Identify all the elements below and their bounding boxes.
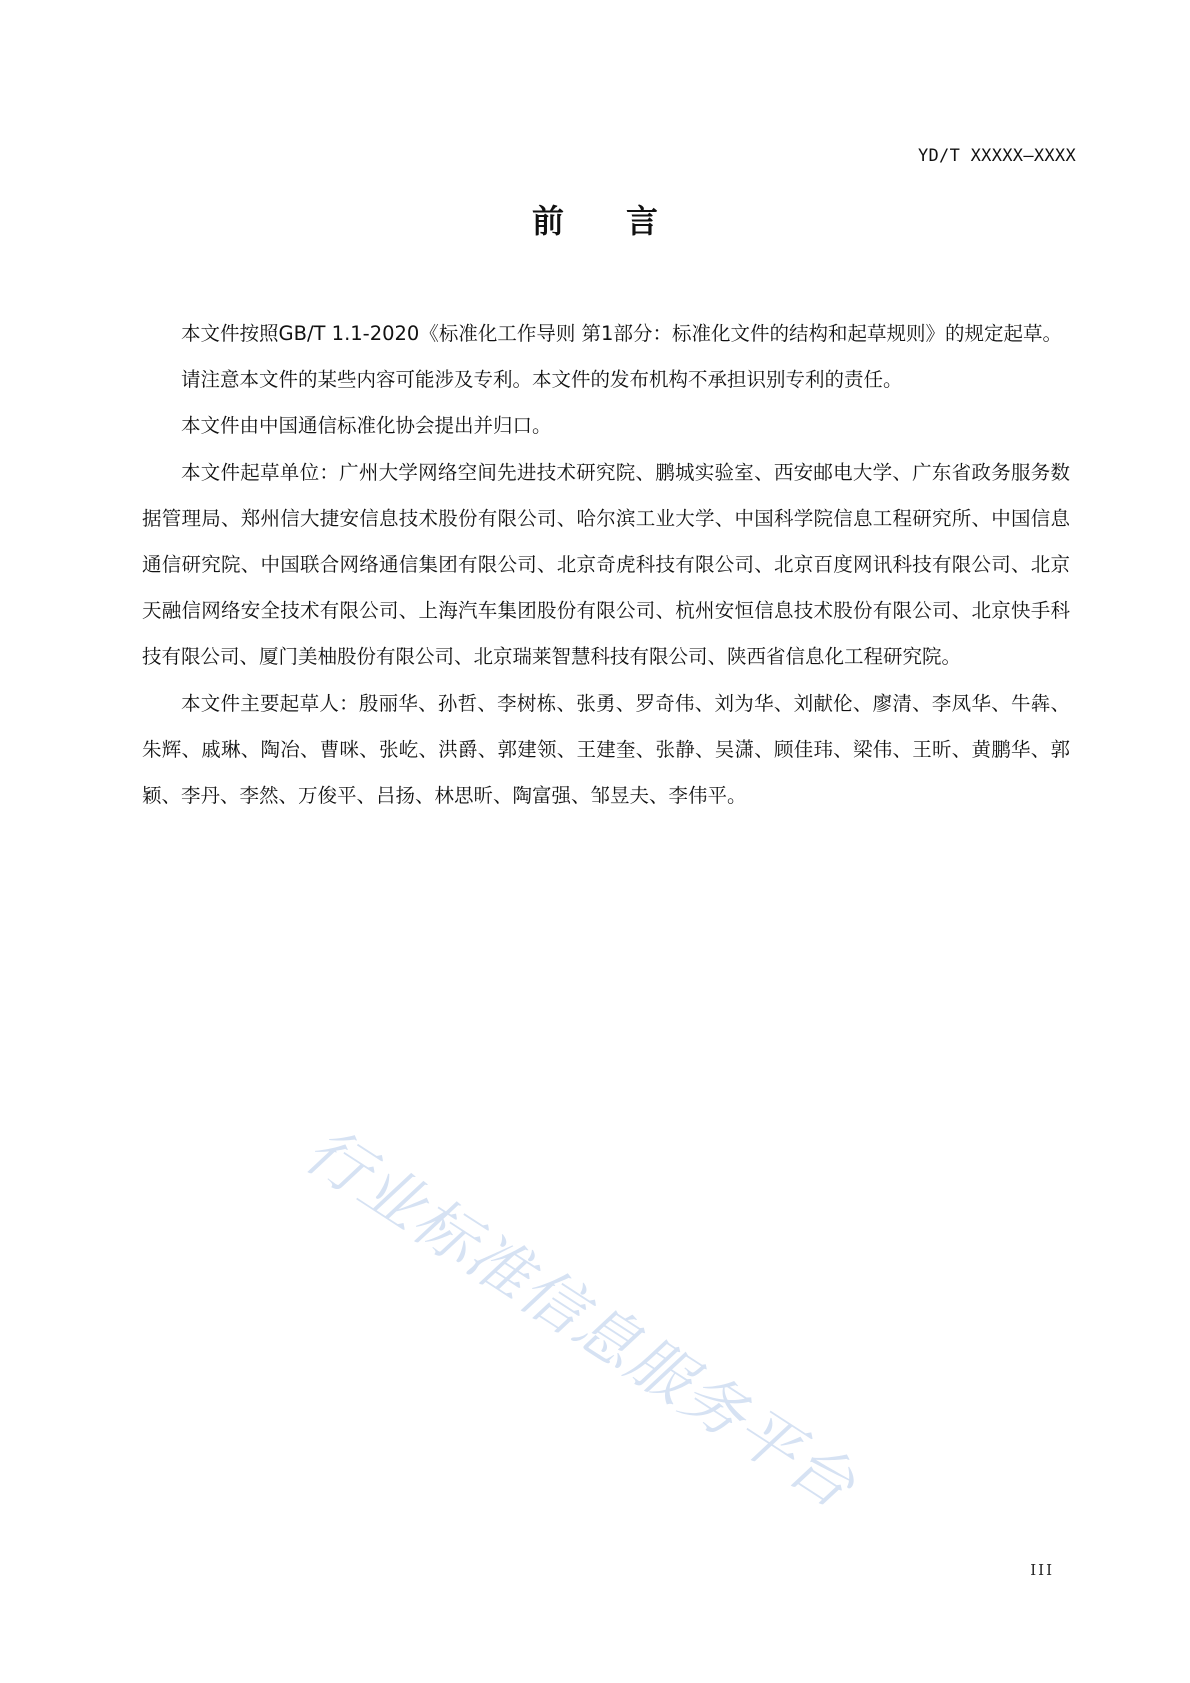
paragraph-patent-notice: 请注意本文件的某些内容可能涉及专利。本文件的发布机构不承担识别专利的责任。 [181,368,903,392]
paragraph-proposer: 本文件由中国通信标准化协会提出并归口。 [181,414,552,438]
paragraph-drafting-rules: 本文件按照GB/T 1.1-2020《标准化工作导则 第1部分：标准化文件的结构和起草规则》的规定起草。 [181,322,1062,345]
foreword-body [142,311,1070,819]
paragraph-drafting-units: 本文件起草单位：广州大学网络空间先进技术研究院、鹏城实验室、西安邮电大学、广东省政务服务数据管理局、郑州信大捷安信息技术股份有限公司、哈尔滨工业大学、中国科学院信息工程研究所、中国信息通信研究院、中国联合网络通信集团有限公司、北京奇虎科技有限公司、北京百度网讯科技有限公司、北京天融信网络安全技术有限公司、上海汽车集团股份有限公司、杭州安恒信息技术股份有限公司、北京快手科技有限公司、厦门美柚股份有限公司、北京瑞莱智慧科技有限公司、陕西省信息化工程研究院。 [142,460,1070,669]
page-title: 前言 [531,202,720,240]
document-code: YD/T XXXXX—XXXX [917,146,1076,166]
paragraph-drafters: 本文件主要起草人：殷丽华、孙哲、李树栋、张勇、罗奇伟、刘为华、刘献伦、廖清、李凤华、牛犇、朱辉、戚琳、陶冶、曹咪、张屹、洪爵、郭建领、王建奎、张静、吴潇、顾佳玮、梁伟、王昕、黄鹏华、郭颖、李丹、李然、万俊平、吕扬、林思昕、陶富强、邹昱夫、李伟平。 [142,691,1070,808]
watermark: 行业标准信息服务平台 [292,1113,869,1523]
page-number: III [1030,1561,1054,1579]
